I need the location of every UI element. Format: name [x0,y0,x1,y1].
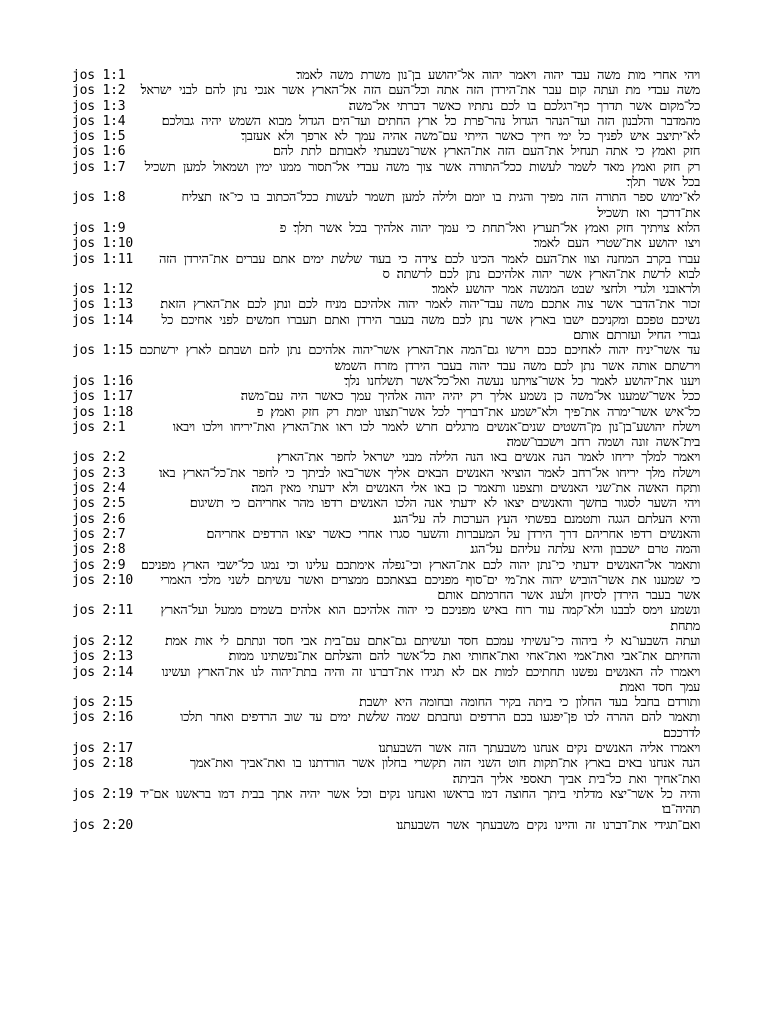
verse-line [72,741,700,756]
verse-reference: jos 2:7 [72,526,126,542]
verse-reference: jos 1:14 [72,312,134,328]
verse-text: ויאמר למלך יריחו לאמר הנה אנשים באו הנה הלילה מבני ישראל לחפר את־הארץ׃ [277,450,700,466]
verse-text: וישלח יהושע־בן־נון מן־השטים שנים־אנשים מרגלים חרש לאמר לכו ראו את־הארץ ואת־יריחו וילכו ויבאו בית־אשה זונה ושמה רחב וישכבו־שמה׃ [172,419,700,451]
verse-text: ויאמרו אליה האנשים נקים אנחנו משבעתך הזה אשר השבעתנו׃ [379,741,700,757]
verse-line [72,710,700,741]
verse-reference: jos 1:1 [72,68,126,83]
verse-text: והיה כל אשר־יצא מדלתי ביתך החוצה דמו בראשו ואנחנו נקים וכל אשר יהיה אתך בבית דמו בראשנו אם־יד תהיה־בו׃ [139,786,700,818]
verse-list [72,68,700,833]
verse-line [72,68,700,83]
verse-line [72,527,700,542]
verse-text: מהמדבר והלבנון הזה ועד־הנהר הגדול נהר־פרת כל ארץ החתים ועד־הים הגדול מבוא השמש יהיה גבולכם׃ [162,113,700,129]
verse-text: לא־יתיצב איש לפניך כל ימי חייך כאשר הייתי עם־משה אהיה עמך לא ארפך ולא אעזבך׃ [241,129,700,145]
verse-line [72,114,700,129]
verse-line [72,374,700,389]
verse-text: והיא העלתם הגגה ותטמנם בפשתי העץ הערכות לה על־הגג׃ [393,511,700,527]
verse-text: לא־ימוש ספר התורה הזה מפיך והגית בו יומם ולילה למען תשמר לעשות ככל־הכתוב בו כי־אז תצליח את־דרכך ואז תשכיל׃ [181,190,700,221]
verse-reference: jos 2:19 [72,786,134,802]
verse-text: ויהי אחרי מות משה עבד יהוה ויאמר יהוה אל־יהושע בן־נון משרת משה לאמר׃ [296,68,700,83]
verse-text: ויענו את־יהושע לאמר כל אשר־צויתנו נעשה ואל־כל־אשר תשלחנו נלך׃ [344,373,700,389]
verse-line [72,787,700,818]
verse-reference: jos 1:5 [72,129,126,145]
verse-reference: jos 1:3 [72,98,126,114]
verse-line [72,481,700,496]
verse-line [72,190,700,221]
verse-text: והמה טרם ישכבון והיא עלתה עליהם על־הגג׃ [470,542,700,558]
verse-line [72,252,700,283]
verse-reference: jos 1:2 [72,83,126,99]
verse-reference: jos 1:4 [72,113,126,129]
verse-text: נשיכם טפכם ומקניכם ישבו בארץ אשר נתן לכם משה בעבר הירדן ואתם תעברו חמשים לפני אחיכם כל גבורי החיל ועזרתם אותם׃ [161,312,700,344]
verse-reference: jos 2:10 [72,572,134,588]
verse-line [72,558,700,573]
verse-reference: jos 2:6 [72,511,126,527]
verse-line [72,389,700,404]
verse-reference: jos 1:12 [72,282,134,298]
verse-text: כל־מקום אשר תדרך כף־רגלכם בו לכם נתתיו כאשר דברתי אל־משה׃ [349,98,700,114]
verse-reference: jos 2:15 [72,695,134,711]
verse-reference: jos 1:6 [72,144,126,160]
verse-reference: jos 2:1 [72,419,126,435]
verse-line [72,297,700,312]
verse-text: והאנשים רדפו אחריהם דרך הירדן על המעברות והשער סגרו אחרי כאשר יצאו הרדפים אחריהם׃ [206,526,700,542]
verse-reference: jos 2:13 [72,649,134,665]
verse-text: הנה אנחנו באים בארץ את־תקות חוט השני הזה תקשרי בחלון אשר הורדתנו בו ואת־אביך ואת־אמך ואת־אחיך ואת כל־בית אביך תאספי אליך הביתה׃ [189,756,700,787]
verse-line [72,313,700,344]
verse-text: ולראובני ולגדי ולחצי שבט המנשה אמר יהושע לאמר׃ [432,282,700,298]
verse-reference: jos 2:12 [72,633,134,649]
verse-line [72,634,700,649]
verse-reference: jos 2:9 [72,557,126,573]
verse-reference: jos 1:9 [72,220,126,236]
verse-text: ויהי השער לסגור בחשך והאנשים יצאו לא ידעתי אנה הלכו האנשים רדפו מהר אחריהם כי תשיגום׃ [190,496,700,512]
verse-reference: jos 2:14 [72,664,134,680]
verse-reference: jos 1:8 [72,190,126,206]
verse-text: ככל אשר־שמענו אל־משה כן נשמע אליך רק יהיה יהוה אלהיך עמך כאשר היה עם־משה׃ [241,389,700,405]
verse-line [72,542,700,557]
verse-text: וישלח מלך יריחו אל־רחב לאמר הוציאי האנשים הבאים אליך אשר־באו לביתך כי לחפר את־כל־הארץ באו׃ [159,465,700,481]
verse-line [72,695,700,710]
verse-text: ותורדם בחבל בעד החלון כי ביתה בקיר החומה ובחומה היא יושבת׃ [359,695,700,711]
verse-reference: jos 1:10 [72,236,134,252]
verse-text: ואם־תגידי את־דברנו זה והיינו נקים משבעתך אשר השבעתנו׃ [396,817,700,833]
verse-text: והחיתם את־אבי ואת־אמי ואת־אחי ואת־אחותי ואת כל־אשר להם והצלתם את־נפשתינו ממות׃ [228,649,700,665]
verse-line [72,573,700,604]
verse-text: רק חזק ואמץ מאד לשמר לעשות ככל־התורה אשר צוך משה עבדי אל־תסור ממנו ימין ושמאול למען תשכיל בכל אשר תלך׃ [144,159,700,191]
verse-reference: jos 1:7 [72,159,126,175]
verse-line [72,160,700,191]
verse-text: ויאמרו לה האנשים נפשנו תחתיכם למות אם לא תגידו את־דברנו זה והיה בתת־יהוה לנו את־הארץ ועשינו עמך חסד ואמת׃ [161,664,700,695]
verse-line [72,649,700,664]
verse-reference: jos 2:5 [72,496,126,512]
verse-line [72,665,700,696]
verse-line [72,512,700,527]
verse-text: חזק ואמץ כי אתה תנחיל את־העם הזה את־הארץ אשר־נשבעתי לאבותם לתת להם׃ [273,144,700,160]
verse-line [72,420,700,451]
verse-line [72,496,700,511]
verse-reference: jos 2:3 [72,465,126,481]
verse-reference: jos 2:18 [72,756,134,772]
verse-text: כי שמענו את אשר־הוביש יהוה את־מי ים־סוף מפניכם בצאתכם ממצרים ואשר עשיתם לשני מלכי האמרי אשר בעבר הירדן לסיחן ולעוג אשר החרמתם אותם׃ [160,572,700,604]
verse-reference: jos 1:17 [72,389,134,405]
verse-line [72,603,700,634]
verse-text: עברו בקרב המחנה וצוו את־העם לאמר הכינו לכם צידה כי בעוד שלשת ימים אתם עברים את־הירדן הזה לבוא לרשת את־הארץ אשר יהוה אלהיכם נתן לכם לרשתה׃ ס [158,251,700,282]
verse-reference: jos 1:15 [72,343,134,359]
verse-reference: jos 2:20 [72,817,134,833]
verse-text: זכור את־הדבר אשר צוה אתכם משה עבד־יהוה לאמר יהוה אלהיכם מניח לכם ונתן לכם את־הארץ הזאת׃ [160,297,700,313]
verse-line [72,405,700,420]
verse-line [72,221,700,236]
verse-reference: jos 1:18 [72,404,134,420]
verse-reference: jos 2:17 [72,741,134,757]
verse-text: ותאמר להם ההרה לכו פן־יפגעו בכם הרדפים ונחבתם שמה שלשת ימים עד שוב הרדפים ואחר תלכו לדרככם׃ [180,710,700,741]
verse-line [72,282,700,297]
verse-line [72,818,700,833]
verse-reference: jos 2:16 [72,710,134,726]
verse-text: ותאמר אל־האנשים ידעתי כי־נתן יהוה לכם את־הארץ וכי־נפלה אימתכם עלינו וכי נמגו כל־ישבי הארץ מפניכם׃ [141,557,700,573]
verse-line [72,144,700,159]
verse-line [72,129,700,144]
verse-text: ותקח האשה את־שני האנשים ותצפנו ותאמר כן באו אלי האנשים ולא ידעתי מאין המה׃ [251,481,700,497]
verse-line [72,343,700,374]
verse-text: עד אשר־יניח יהוה לאחיכם ככם וירשו גם־המה את־הארץ אשר־יהוה אלהיכם נתן להם ושבתם לארץ ירשתכם וירשתם אותה אשר נתן לכם משה עבד יהוה בעבר הירדן מזרח השמש׃ [139,343,700,374]
verse-line [72,466,700,481]
verse-line [72,236,700,251]
verse-text: כל־איש אשר־ימרה את־פיך ולא־ישמע את־דבריך לכל אשר־תצונו יומת רק חזק ואמץ׃ פ [256,404,700,420]
verse-reference: jos 2:4 [72,481,126,497]
verse-line [72,83,700,98]
verse-reference: jos 2:8 [72,542,126,558]
verse-line [72,756,700,787]
verse-text: הלוא צויתיך חזק ואמץ אל־תערץ ואל־תחת כי עמך יהוה אלהיך בכל אשר תלך׃ פ [279,220,700,236]
verse-line [72,450,700,465]
verse-reference: jos 1:11 [72,251,134,267]
verse-line [72,99,700,114]
verse-text: ועתה השבעו־נא לי ביהוה כי־עשיתי עמכם חסד ועשיתם גם־אתם עם־בית אבי חסד ונתתם לי אות אמת׃ [165,633,700,649]
verse-reference: jos 1:13 [72,297,134,313]
verse-text: ויצו יהושע את־שטרי העם לאמר׃ [533,236,700,252]
verse-text: משה עבדי מת ועתה קום עבר את־הירדן הזה אתה וכל־העם הזה אל־הארץ אשר אנכי נתן להם לבני ישראל׃ [141,83,700,99]
verse-text: ונשמע וימס לבבנו ולא־קמה עוד רוח באיש מפניכם כי יהוה אלהיכם הוא אלהים בשמים ממעל ועל־הארץ מתחת׃ [160,603,700,634]
verse-reference: jos 2:11 [72,603,134,619]
verse-reference: jos 2:2 [72,450,126,466]
verse-reference: jos 1:16 [72,373,134,389]
